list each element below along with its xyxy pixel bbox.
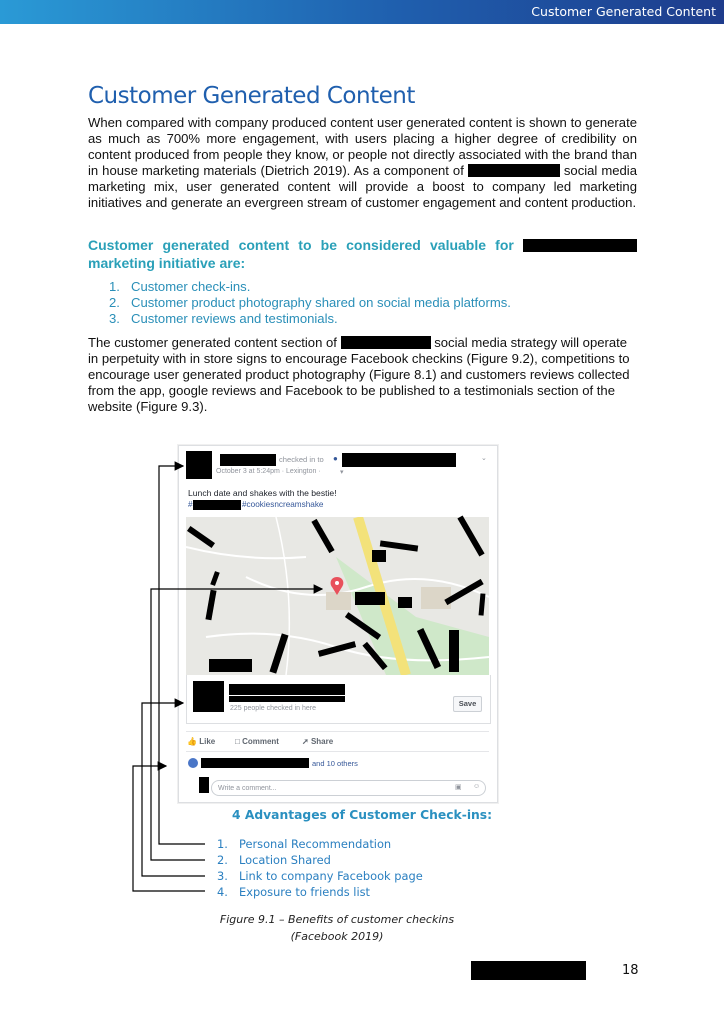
list-item: 3. Link to company Facebook page — [217, 869, 423, 883]
redacted-footer — [471, 961, 586, 980]
privacy-icon: ▾ — [340, 469, 344, 476]
post-timestamp: October 3 at 5:24pm · Lexington · — [216, 468, 321, 475]
redacted-brand — [468, 164, 560, 177]
subheading-text-2: marketing initiative are: — [88, 255, 246, 271]
chevron-down-icon[interactable]: ⌄ — [481, 455, 487, 462]
map-street — [186, 547, 306, 558]
section-subheading — [88, 236, 637, 272]
like-reaction-icon — [188, 758, 198, 768]
redacted-reactor-names — [201, 758, 309, 768]
subheading-text-1: Customer generated content to be considered valuable for — [88, 237, 514, 253]
list-item: 2. Customer product photography shared on social media platforms. — [109, 294, 511, 310]
camera-icon[interactable]: ▣ — [455, 784, 462, 791]
intro-paragraph — [88, 115, 637, 210]
reactions-count[interactable]: and 10 others — [312, 759, 358, 768]
map-building — [326, 592, 351, 610]
checked-in-label: checked in to — [279, 455, 324, 464]
divider — [186, 751, 489, 752]
redacted-place-title — [229, 684, 345, 695]
figure-source: (Facebook 2019) — [290, 930, 384, 943]
avatar — [186, 451, 212, 479]
intro-text-1: When compared with company produced content user generated content is shown to generate as much as 700% more engagement, with users placing a higher degree of credibility on content produced from people they know, or people not directly associated with the brand than in house marketing materials (Dietrich 2019). As a component of — [88, 115, 637, 178]
header-title: Customer Generated Content — [531, 4, 716, 19]
page-number: 18 — [622, 963, 639, 978]
advantages-title: 4 Advantages of Customer Check-ins: — [232, 808, 493, 822]
redaction-mark — [209, 659, 252, 672]
hashtag-link[interactable]: #cookiesncreamshake — [242, 500, 324, 509]
list-item: 1. Personal Recommendation — [217, 837, 392, 851]
divider — [186, 731, 489, 732]
comment-input[interactable]: Write a comment... — [211, 780, 486, 796]
strategy-paragraph — [88, 335, 637, 415]
list-item: 4. Exposure to friends list — [217, 885, 371, 899]
save-button[interactable]: Save — [453, 696, 482, 712]
comment-button[interactable]: □ Comment — [235, 737, 279, 746]
redaction-mark — [355, 592, 385, 605]
header-bar — [0, 0, 724, 24]
redaction-mark — [372, 550, 386, 562]
strategy-text-2: social media strategy will operate in perpetuity with in store signs to encourage Facebook checkins (Figure 9.2), competitions to encourage user generated product photography (Figure 8.1) and customers reviews collected from the app, google reviews and Facebook to be published to a testimonials section of the website (Figure 9.3). — [88, 335, 630, 414]
redacted-brand — [341, 336, 431, 349]
people-checked-in: 225 people checked in here — [230, 705, 317, 712]
thumbs-up-icon: 👍 — [187, 737, 197, 746]
strategy-text-1: The customer generated content section of — [88, 335, 337, 350]
redacted-place-name — [342, 453, 456, 467]
hashtag-prefix[interactable]: # — [188, 500, 193, 509]
redaction-mark — [449, 630, 459, 672]
share-button[interactable]: ➚ Share — [302, 737, 334, 746]
intro-text-2: social media marketing mix, user generated content will provide a boost to company led marketing initiatives and generate an evergreen stream of customer engagement and content production. — [88, 162, 637, 210]
redacted-brand — [523, 239, 637, 252]
list-item: 3. Customer reviews and testimonials. — [109, 310, 338, 326]
map-park — [336, 557, 489, 675]
redacted-hashtag — [193, 500, 241, 510]
figure-caption: Figure 9.1 – Benefits of customer checkins — [219, 913, 455, 926]
share-icon: ➚ — [302, 737, 309, 746]
post-message: Lunch date and shakes with the bestie! — [188, 488, 337, 498]
list-item: 2. Location Shared — [217, 853, 331, 867]
redacted-user-name — [220, 454, 276, 466]
list-item: 1. Customer check-ins. — [109, 279, 251, 294]
redacted-place-category — [229, 696, 345, 702]
location-pin-icon: ● — [333, 454, 338, 463]
advantages-list — [217, 836, 423, 900]
emoji-icon[interactable]: ☺ — [473, 783, 481, 790]
like-button[interactable]: 👍 Like — [187, 737, 216, 746]
comment-icon: □ — [235, 737, 240, 746]
commenter-avatar — [199, 777, 209, 793]
initiatives-list — [109, 279, 511, 326]
page-title: Customer Generated Content — [88, 83, 415, 109]
redaction-mark — [398, 597, 412, 608]
redacted-place-photo — [193, 681, 224, 712]
